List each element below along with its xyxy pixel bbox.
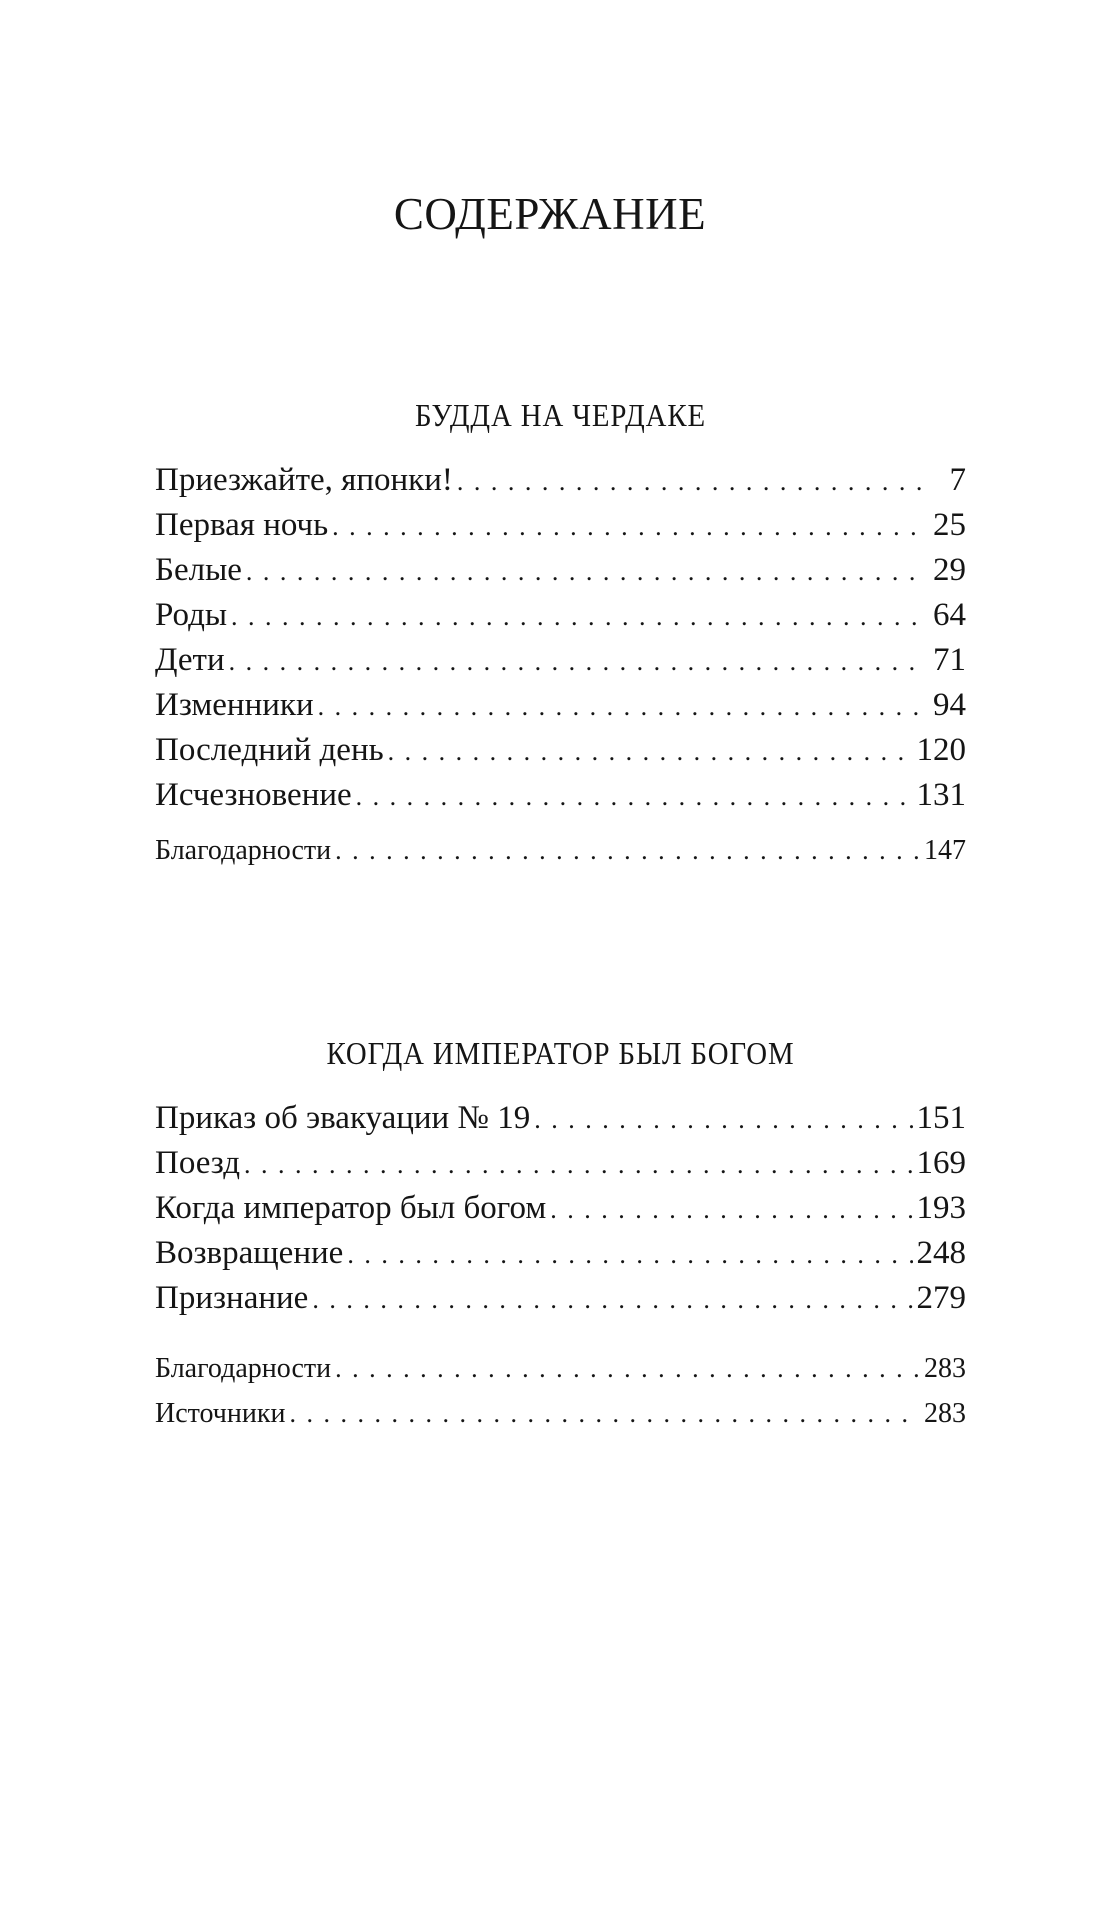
- entry-page: 94: [933, 687, 966, 723]
- entry-page: 131: [916, 777, 966, 813]
- entry-title: Дети: [155, 642, 225, 678]
- dot-leader: [246, 549, 922, 594]
- dot-leader: [534, 1097, 912, 1142]
- toc-entry-acknowledgements[interactable]: [155, 1346, 966, 1391]
- toc-entry[interactable]: [155, 1186, 966, 1231]
- toc-entry[interactable]: [155, 1276, 966, 1321]
- toc-entry[interactable]: [155, 683, 966, 728]
- entry-title: Приказ об эвакуации № 19: [155, 1100, 531, 1136]
- entry-page: 7: [949, 462, 966, 498]
- entry-title: Благодарности: [155, 835, 332, 866]
- entry-page: 193: [916, 1190, 966, 1226]
- toc-section-1: [155, 392, 966, 873]
- entry-page: 283: [924, 1353, 966, 1384]
- entry-page: 283: [924, 1398, 966, 1429]
- dot-leader: [332, 504, 922, 549]
- entry-page: 248: [916, 1235, 966, 1271]
- dot-leader: [550, 1187, 912, 1232]
- dot-leader: [457, 459, 922, 504]
- toc-entry[interactable]: [155, 548, 966, 593]
- entry-title: Приезжайте, японки!: [155, 462, 453, 498]
- section-heading: КОГДА ИМПЕРАТОР БЫЛ БОГОМ: [326, 1035, 795, 1071]
- entry-title: Белые: [155, 552, 242, 588]
- dot-leader: [335, 828, 920, 873]
- entry-title: Источники: [155, 1398, 286, 1429]
- dot-leader: [229, 639, 922, 684]
- entry-title: Изменники: [155, 687, 314, 723]
- entry-page: 64: [933, 597, 966, 633]
- dot-leader: [312, 1277, 912, 1322]
- toc-entry[interactable]: [155, 728, 966, 773]
- dot-leader: [231, 594, 922, 639]
- toc-entry[interactable]: [155, 458, 966, 503]
- entry-title: Последний день: [155, 732, 384, 768]
- entry-page: 279: [916, 1280, 966, 1316]
- entry-title: Возвращение: [155, 1235, 344, 1271]
- entry-page: 151: [916, 1100, 966, 1136]
- entry-page: 169: [916, 1145, 966, 1181]
- toc-section-2: [155, 1030, 966, 1436]
- entry-page: 71: [933, 642, 966, 678]
- dot-leader: [244, 1142, 912, 1187]
- entry-page: 120: [916, 732, 966, 768]
- entry-title: Когда император был богом: [155, 1190, 547, 1226]
- dot-leader: [335, 1346, 920, 1391]
- dot-leader: [318, 684, 922, 729]
- entry-page: 147: [924, 835, 966, 866]
- dot-leader: [388, 729, 913, 774]
- toc-entry-acknowledgements[interactable]: [155, 828, 966, 873]
- toc-entry[interactable]: [155, 593, 966, 638]
- dot-leader: [347, 1232, 912, 1277]
- entry-title: Признание: [155, 1280, 309, 1316]
- entry-title: Поезд: [155, 1145, 241, 1181]
- entry-title: Благодарности: [155, 1353, 332, 1384]
- page-title: СОДЕРЖАНИЕ: [393, 189, 707, 239]
- toc-entry[interactable]: [155, 1141, 966, 1186]
- toc-entry[interactable]: [155, 1096, 966, 1141]
- entry-title: Исчезновение: [155, 777, 352, 813]
- toc-entry[interactable]: [155, 503, 966, 548]
- toc-entry[interactable]: [155, 1231, 966, 1276]
- toc-entry[interactable]: [155, 638, 966, 683]
- entry-page: 29: [933, 552, 966, 588]
- toc-entry-sources[interactable]: [155, 1391, 966, 1436]
- entry-title: Роды: [155, 597, 228, 633]
- entry-title: Первая ночь: [155, 507, 329, 543]
- dot-leader: [289, 1391, 920, 1436]
- entry-page: 25: [933, 507, 966, 543]
- dot-leader: [356, 774, 913, 819]
- section-heading: БУДДА НА ЧЕРДАКЕ: [415, 397, 706, 433]
- toc-entry[interactable]: [155, 773, 966, 818]
